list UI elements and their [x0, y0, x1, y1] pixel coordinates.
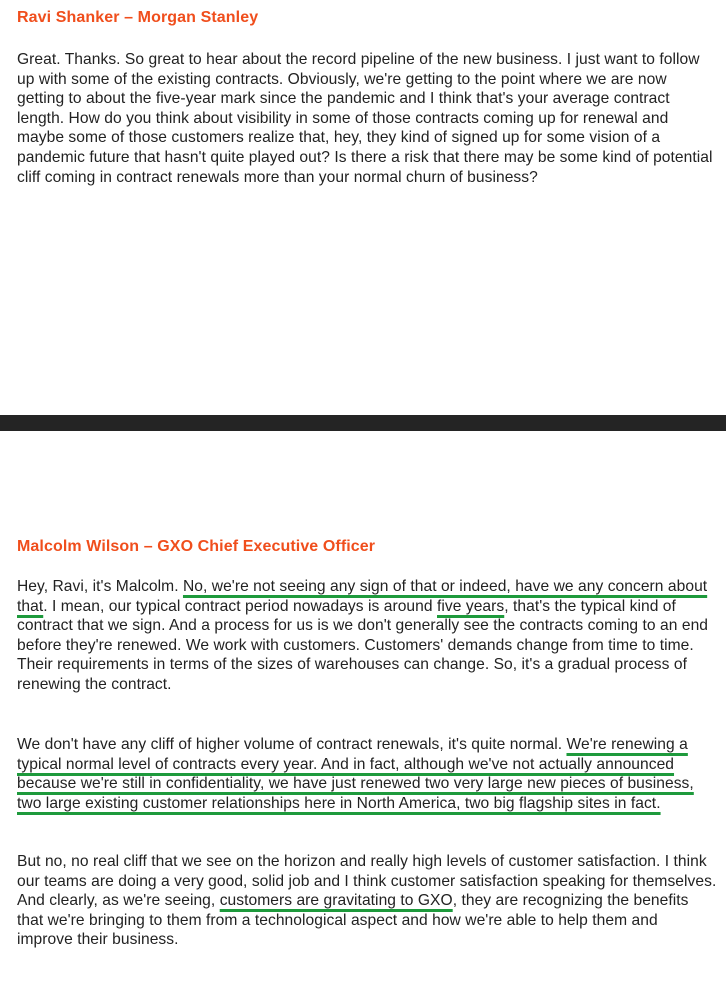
- text-segment: , that's the typical kind of contract that we sign. And a process for us is we don't generally see the contracts coming to an end before they're renewed. We work with customers. Customers' demands change from time to time. Their requirements in terms of the sizes of warehouses can change. So, it's a gradual process of renewing the contract.: [17, 597, 709, 693]
- text-segment: We don't have any cliff of higher volume of contract renewals, it's quite normal.: [17, 736, 567, 753]
- question-text: Great. Thanks. So great to hear about the record pipeline of the new business. I just want to follow up with some of the existing contracts. Obviously, we're getting to the point where we are now getting to about the five-year mark since the pandemic and I think that's your average contract length. How do you think about visibility in some of those contracts coming up for renewal and maybe some of those customers realize that, hey, they kind of signed up for some vision of a pandemic future that hasn't quite played out? Is there a risk that there may be some kind of potential cliff coming in contract renewals more than your normal churn of business?: [17, 51, 713, 186]
- page-divider: [0, 415, 726, 431]
- question-speaker: Ravi Shanker – Morgan Stanley: [17, 9, 259, 26]
- text-segment: , they are recognizing the benefits that we're bringing to them from a technological aspect and how we're able to help them and improve their business.: [17, 892, 689, 949]
- text-segment: . I mean, our typical contract period nowadays is around: [43, 597, 437, 615]
- answer-paragraph-1: [17, 577, 717, 695]
- answer-paragraph-2: [17, 735, 717, 813]
- highlighted-text: No, we're not seeing any sign of that or indeed, have we any concern about that: [17, 578, 708, 615]
- answer-speaker: Malcolm Wilson – GXO Chief Executive Officer: [17, 538, 376, 555]
- highlighted-text: five years: [437, 597, 505, 615]
- highlighted-text: We're renewing a typical normal level of contracts every year. And in fact, although we've not actually announced because we're still in confidentiality, we have just renewed two very large new pieces of business, two large existing customer relationships here in North America, two big flagship sites in fact.: [17, 736, 694, 812]
- answer-paragraph-3: [17, 852, 717, 950]
- text-segment: But no, no real cliff that we see on the horizon and really high levels of customer satisfaction. I think our teams are doing a very good, solid job and I think customer satisfaction speaking for themselves. And clearly, as we're seeing,: [17, 853, 717, 910]
- text-segment: Hey, Ravi, it's Malcolm.: [17, 578, 183, 595]
- highlighted-text: customers are gravitating to GXO: [219, 892, 453, 910]
